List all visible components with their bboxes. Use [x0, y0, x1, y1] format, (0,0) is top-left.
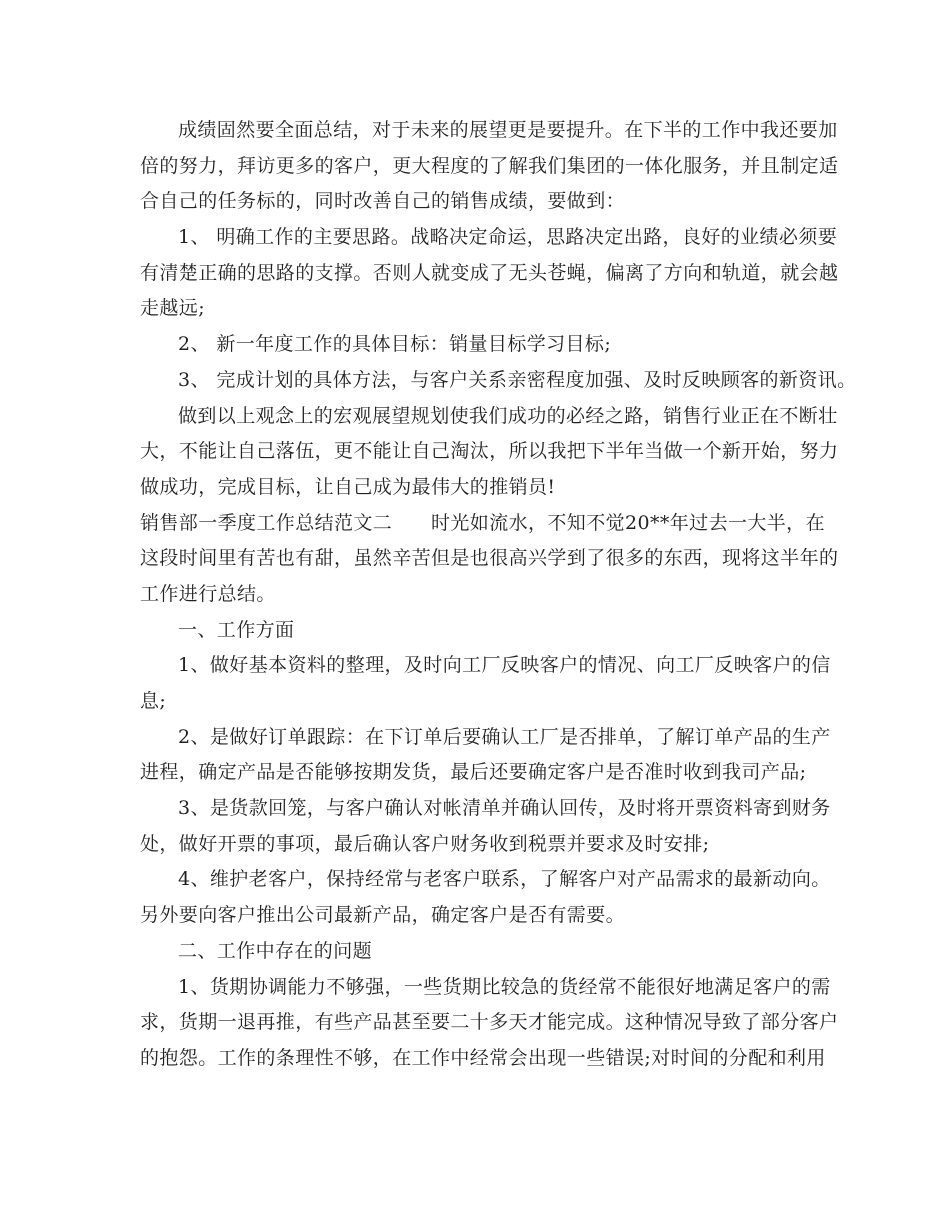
- list-item-line: 1、货期协调能力不够强，一些货期比较急的货经常不能很好地满足客户的需: [178, 975, 831, 998]
- section-title-line: 销售部一季度工作总结范文二 时光如流水，不知不觉20**年过去一大半，在: [140, 511, 825, 534]
- text-line: 做到以上观念上的宏观展望规划使我们成功的必经之路，销售行业正在不断壮: [178, 404, 838, 427]
- text-line: 倍的努力，拜访更多的客户，更大程度的了解我们集团的一体化服务，并且制定适: [140, 154, 839, 177]
- document-body: [140, 113, 857, 1077]
- text-line: 这段时间里有苦也有甜，虽然辛苦但是也很高兴学到了很多的东西，现将这半年的: [140, 547, 839, 570]
- list-item-line: 2、 新一年度工作的具体目标：销量目标学习目标;: [178, 333, 612, 356]
- text-line: 求，货期一退再推，有些产品甚至要二十多天才能完成。这种情况导致了部分客户: [140, 1011, 839, 1034]
- list-item-line: 1、 明确工作的主要思路。战略决定命运，思路决定出路，良好的业绩必须要: [178, 226, 838, 249]
- text-line: 大，不能让自己落伍，更不能让自己淘汰，所以我把下半年当做一个新开始，努力: [140, 440, 839, 463]
- text-line: 做成功，完成目标，让自己成为最伟大的推销员!: [140, 475, 556, 498]
- section-heading: 二、工作中存在的问题: [178, 939, 373, 962]
- text-line: 成绩固然要全面总结，对于未来的展望更是要提升。在下半的工作中我还要加: [178, 119, 838, 141]
- list-item-line: 3、是货款回笼，与客户确认对帐清单并确认回传，及时将开票资料寄到财务: [178, 797, 831, 820]
- text-line: 的抱怨。工作的条理性不够，在工作中经常会出现一些错误;对时间的分配和利用: [140, 1046, 826, 1069]
- list-item-line: 2、是做好订单跟踪：在下订单后要确认工厂是否排单，了解订单产品的生产: [178, 725, 831, 748]
- text-line: 另外要向客户推出公司最新产品，确定客户是否有需要。: [140, 904, 626, 927]
- text-line: 合自己的任务标的，同时改善自己的销售成绩，要做到：: [140, 190, 626, 213]
- list-item-line: 1、做好基本资料的整理，及时向工厂反映客户的情况、向工厂反映客户的信: [178, 654, 831, 677]
- text-line: 工作进行总结。: [140, 582, 276, 605]
- text-line: 走越远;: [140, 297, 206, 320]
- text-line: 处，做好开票的事项，最后确认客户财务收到税票并要求及时安排;: [140, 832, 710, 855]
- section-heading: 一、工作方面: [178, 618, 295, 641]
- text-line: 息;: [140, 690, 167, 712]
- list-item-line: 4、维护老客户，保持经常与老客户联系，了解客户对产品需求的最新动向。: [178, 868, 831, 891]
- list-item-line: 3、 完成计划的具体方法，与客户关系亲密程度加强、及时反映顾客的新资讯。: [178, 368, 857, 391]
- text-line: 进程，确定产品是否能够按期发货，最后还要确定客户是否准时收到我司产品;: [140, 761, 807, 784]
- text-line: 有清楚正确的思路的支撑。否则人就变成了无头苍蝇，偏离了方向和轨道，就会越: [140, 261, 839, 284]
